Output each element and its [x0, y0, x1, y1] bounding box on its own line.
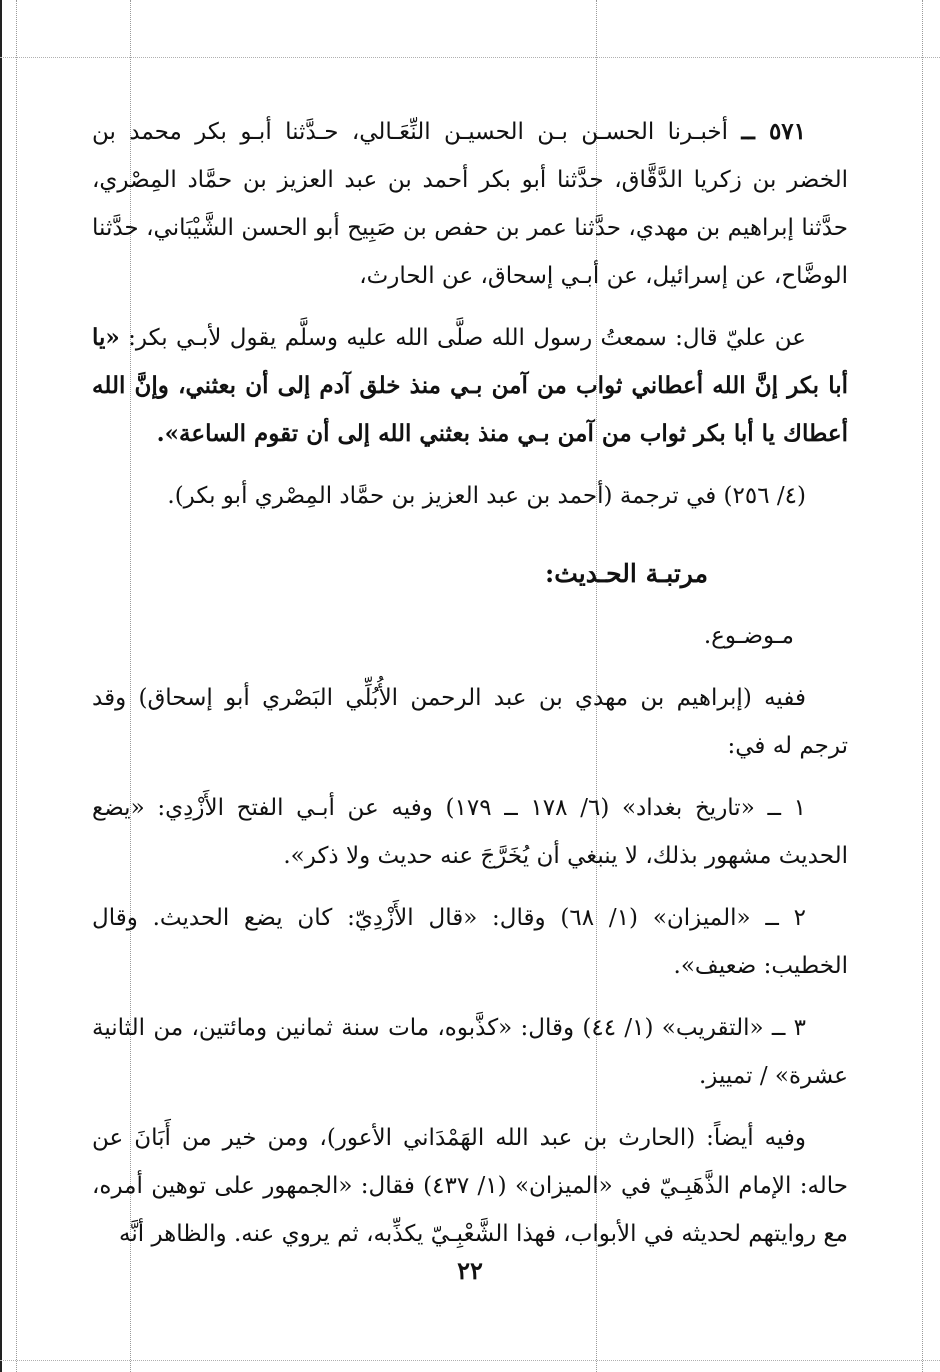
matn-text: «يا أبا بكر إنَّ الله أعطاني ثواب من آمن بـي منذ خلق آدم إلى أن بعثني، وإنَّ الله أعطاك يا أبا بكر ثواب من آمن بـي منذ بعثني الله إلى أن تقوم الساعة». — [92, 324, 848, 447]
hadith-isnad — [92, 108, 848, 300]
isnad-text: أخبـرنا الحسـن بـن الحسيـن النِّعَـالي، حـدَّثنا أبـو بكر محمد بن الخضر بن زكريا الدَّقَّاق، حدَّثنا أبو بكر أحمد بن عبد العزيز بن حمَّاد المِصْري، حدَّثنا إبراهيم بن مهدي، حدَّثنا عمر بن حفص بن صَبِيح أبو الحسن الشَّيْبَاني، حدَّثنا الوضَّاح، عن إسرائيل، عن أبـي إسحاق، عن الحارث، — [92, 119, 848, 289]
hadith-matn — [92, 314, 848, 458]
hadith-reference: (٤/ ٢٥٦) في ترجمة (أحمد بن عبد العزيز بن حمَّاد المِصْري أبو بكر). — [167, 483, 806, 509]
guide-line — [0, 1360, 940, 1361]
hadith-number: ٥٧١ ــ — [741, 118, 807, 145]
page-number: ٢٢ — [457, 1256, 483, 1285]
grade-heading: مرتبـة الحـديث: — [544, 559, 708, 588]
guide-line — [16, 0, 17, 1372]
page-content — [92, 108, 848, 1258]
matn-intro: عن عليّ قال: سمعتُ رسول الله صلَّى الله عليه وسلَّم يقول لأبـي بكر: — [128, 325, 806, 351]
analysis-item-2: ٢ ــ «الميزان» (١/ ٦٨) وقال: «قال الأَزْدِيّ: كان يضع الحديث. وقال الخطيب: ضعيف». — [92, 905, 848, 979]
guide-line — [0, 57, 940, 58]
grade-value: مـوضـوع. — [703, 623, 794, 649]
guide-line — [922, 0, 923, 1372]
analysis-harith: وفيه أيضاً: (الحارث بن عبد الله الهَمْدَاني الأعور)، ومن خير من أَبَانَ عن حاله: الإمام الذَّهَبِـيّ في «الميزان» (١/ ٤٣٧) فقال: «الجمهور على توهين أمره، مع روايتهم لحديثه في الأبواب، فهذا الشَّعْبِـيّ يكذِّبه، ثم يروي عنه. والظاهر أنَّه — [92, 1125, 849, 1247]
analysis-intro: ففيه (إبراهيم بن مهدي بن عبد الرحمن الأُبُلِّي البَصْري أبو إسحاق) وقد ترجم له في: — [92, 685, 848, 759]
analysis-item-1: ١ ــ «تاريخ بغداد» (٦/ ١٧٨ ــ ١٧٩) وفيه عن أبـي الفتح الأَزْدِي: «يضع الحديث مشهور بذلك، لا ينبغي أن يُخَرَّجَ عنه حديث ولا ذكر». — [92, 795, 848, 869]
analysis-item-3: ٣ ــ «التقريب» (١/ ٤٤) وقال: «كذَّبوه، مات سنة ثمانين ومائتين، من الثانية عشرة» / تمييز. — [92, 1015, 848, 1089]
